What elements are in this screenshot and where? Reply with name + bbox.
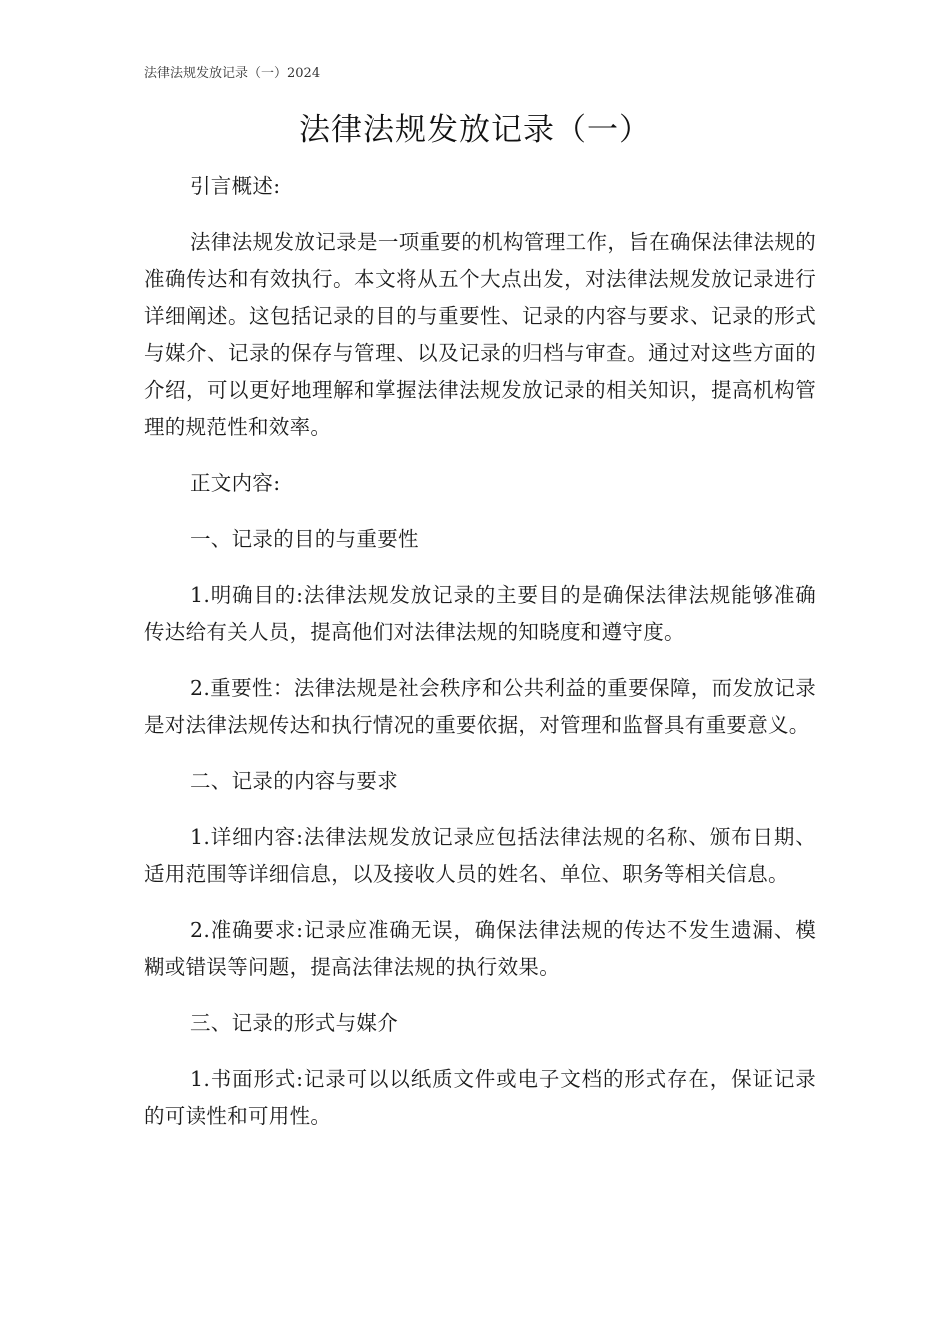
section-2-item-1: 1.详细内容:法律法规发放记录应包括法律法规的名称、颁布日期、适用范围等详细信息，以及接收人员的姓名、单位、职务等相关信息。 [144, 825, 816, 886]
intro-paragraph: 法律法规发放记录是一项重要的机构管理工作，旨在确保法律法规的准确传达和有效执行。本文将从五个大点出发，对法律法规发放记录进行详细阐述。这包括记录的目的与重要性、记录的内容与要求、记录的形式与媒介、记录的保存与管理、以及记录的归档与审查。通过对这些方面的介绍，可以更好地理解和掌握法律法规发放记录的相关知识，提高机构管理的规范性和效率。 [144, 230, 816, 439]
intro-heading: 引言概述: [190, 174, 281, 198]
section-1-item-1: 1.明确目的:法律法规发放记录的主要目的是确保法律法规能够准确传达给有关人员，提高他们对法律法规的知晓度和遵守度。 [144, 583, 816, 644]
section-heading-2: 二、记录的内容与要求 [190, 769, 398, 793]
section-heading-1: 一、记录的目的与重要性 [190, 527, 419, 551]
section-heading-3: 三、记录的形式与媒介 [190, 1011, 398, 1035]
section-1-item-2: 2.重要性：法律法规是社会秩序和公共利益的重要保障，而发放记录是对法律法规传达和执行情况的重要依据，对管理和监督具有重要意义。 [144, 676, 816, 737]
running-header: 法律法规发放记录（一）2024 [144, 66, 321, 81]
document-body [144, 168, 816, 1154]
section-2-item-2: 2.准确要求:记录应准确无误，确保法律法规的传达不发生遗漏、模糊或错误等问题，提高法律法规的执行效果。 [144, 918, 816, 979]
document-title: 法律法规发放记录（一） [299, 112, 651, 148]
section-3-item-1: 1.书面形式:记录可以以纸质文件或电子文档的形式存在，保证记录的可读性和可用性。 [144, 1067, 816, 1128]
body-heading: 正文内容: [190, 471, 281, 495]
